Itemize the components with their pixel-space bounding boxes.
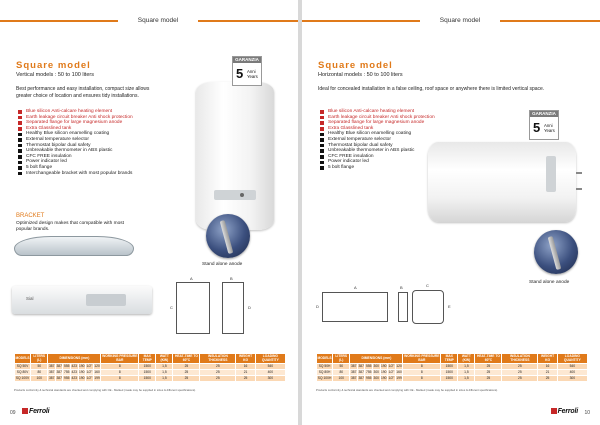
horizontal-heater-image [428,142,576,222]
drawing-side [222,282,244,334]
table-row: SQ 50V 50 387 387 555 423 190 1/2" 120 8 1500 1,5 25 25 16 540 [15,364,286,370]
col-header: MAX TEMP [441,354,458,364]
feature-item: Unbreakable thermometer in ABS plastic [320,148,435,154]
bullet-icon [18,161,22,165]
right-page [302,0,600,425]
section-header [0,16,298,26]
feature-item: Healthy Blue silicon enamelling coating [18,131,133,137]
table-row: SQ 100V 100 387 387 955 423 190 1/2" 199 8 1500 1,5 25 25 25 300 [15,376,286,382]
col-header: INSULATION THICKNESS [200,354,236,364]
bullet-icon [18,133,22,137]
drawing-front [322,292,388,322]
anode-label: Stand alone anode [529,280,570,285]
page-title: Square model [16,60,91,71]
warranty-badge [529,110,559,140]
anode-label: Stand alone anode [202,262,243,267]
table-row: SQ 80H 80 387 387 755 300 190 1/2" 160 8 1500 1,5 25 25 21 400 [317,370,588,376]
intro-text: Best performance and easy installation, compact size allows greater choice of location and ensures tidy installations. [16,86,150,99]
feature-item: Interchangeable bracket with most popular brands [18,171,133,177]
bracket-image [14,236,134,256]
brand-logo: Ferroli [551,408,578,415]
drawing-end [412,290,444,324]
table-header-row [317,354,588,364]
dim-label-b: B [400,285,403,290]
col-header: LOADING QUANTITY [557,354,587,364]
panel-closeup-image [12,286,152,314]
bracket-title: BRACKET [16,213,45,219]
feature-item: External temperature selector [320,137,435,143]
spec-table [316,353,588,382]
col-header: LITERS (L) [333,354,350,364]
panel-brand: Sial [26,296,34,301]
col-header: MODELS [317,354,333,364]
bullet-icon [320,121,324,125]
warranty-years: 5 [236,66,244,81]
drawing-side [398,292,408,322]
left-page [0,0,298,425]
feature-item: Earth leakage circuit breaker Anti shock protection [320,115,435,121]
section-header [302,16,600,26]
bullet-icon [320,110,324,114]
warranty-years: 5 [533,120,541,135]
dim-label-a: A [190,276,193,281]
control-panel [546,156,556,192]
feature-item: CFC FREE insulation [18,154,133,160]
page-footer [302,403,600,425]
col-header: LITERS (L) [31,354,48,364]
table-row: SQ 80V 80 387 387 755 423 190 1/2" 160 8 1500 1,5 25 25 21 400 [15,370,286,376]
control-panel [214,190,256,200]
feature-item: Healthy Blue silicon enamelling coating [320,131,435,137]
anode-image [534,230,578,274]
bracket-text: Optimized design makes that compatible with most popular brands. [16,221,124,232]
col-header: WEIGHT KG [236,354,255,364]
col-header: WATT (KW) [156,354,173,364]
feature-item: Unbreakable thermometer in ABS plastic [18,148,133,154]
spec-table [14,353,286,382]
col-header: INSULATION THICKNESS [502,354,538,364]
feature-item: CFC FREE insulation [320,154,435,160]
feature-item: Thermostat bipolar dual safety [18,143,133,149]
page-number: 09 [10,410,16,416]
warranty-label: GARANZIA [233,57,261,63]
dim-label-d: D [316,304,319,309]
footnote: Products conformity & technical standards are checked and complying with CE - Marked (made may be supplied in sizes & different specifications). [14,388,196,392]
feature-item: 5 bolt flange [18,165,133,171]
dim-label-d: D [248,305,251,310]
dim-label-e: E [448,304,451,309]
bullet-icon [18,127,22,131]
anode-image [206,214,250,258]
bullet-icon [18,166,22,170]
feature-list [18,109,133,176]
feature-item: 5 bolt flange [320,165,435,171]
bullet-icon [18,116,22,120]
warranty-badge [232,56,262,86]
col-header: WORKING PRESSURE BAR [101,354,139,364]
warranty-label: GARANZIA [530,111,558,117]
bullet-icon [320,149,324,153]
col-header: WEIGHT KG [538,354,557,364]
bullet-icon [18,149,22,153]
section-label: Square model [420,16,500,26]
feature-item: Blue silicon Anti-calcare heating element [18,109,133,115]
bullet-icon [320,116,324,120]
col-header: DIMENSIONS (mm) [48,354,101,364]
col-header: WORKING PRESSURE BAR [403,354,441,364]
bullet-icon [320,166,324,170]
warranty-text: Anni Years [247,69,258,79]
page-subtitle: Vertical models : 50 to 100 liters [16,72,94,78]
dim-label-c: C [170,305,173,310]
col-header: HEAT-TIME TO 60°C [173,354,200,364]
intro-text: Ideal for concealed installation in a false ceiling, roof space or anywhere there is limited vertical space. [318,86,545,92]
brand-logo: Ferroli [22,408,49,415]
feature-item: External temperature selector [18,137,133,143]
col-header: WATT (KW) [458,354,475,364]
feature-item: Separated flange for large magnesium anode [18,120,133,126]
bullet-icon [320,155,324,159]
table-row: SQ 100H 100 387 387 955 300 190 1/2" 199 8 1500 1,5 25 25 25 300 [317,376,588,382]
dim-label-a: A [354,285,357,290]
dim-label-b: B [230,276,233,281]
bullet-icon [18,138,22,142]
table-row: SQ 50H 50 387 387 555 300 190 1/2" 120 8 1500 1,5 25 25 16 540 [317,364,588,370]
col-header: LOADING QUANTITY [255,354,285,364]
bullet-icon [320,127,324,131]
bullet-icon [18,121,22,125]
feature-item: Thermostat bipolar dual safety [320,143,435,149]
feature-list [320,109,435,171]
section-label: Square model [118,16,198,26]
col-header: MODELS [15,354,31,364]
page-subtitle: Horizontal models : 50 to 100 liters [318,72,403,78]
feature-item: Blue silicon Anti-calcare heating element [320,109,435,115]
page-number: 10 [584,410,590,416]
vertical-heater-image [196,82,274,230]
col-header: MAX TEMP [139,354,156,364]
bullet-icon [18,144,22,148]
drawing-front [176,282,210,334]
bullet-icon [320,144,324,148]
feature-item: Power indicator led [18,159,133,165]
bullet-icon [320,133,324,137]
page-footer [0,403,298,425]
warranty-text: Anni Years [544,123,555,133]
col-header: HEAT-TIME TO 60°C [475,354,502,364]
page-title: Square model [318,60,393,71]
bullet-icon [18,155,22,159]
bullet-icon [320,138,324,142]
col-header: DIMENSIONS (mm) [350,354,403,364]
dim-label-c: C [426,283,429,288]
feature-item: Extra Glasslined tank [18,126,133,132]
panel-display [86,294,126,306]
footnote: Products conformity & technical standards are checked and complying with CE - Marked (made may be supplied in sizes & different specifications). [316,388,498,392]
feature-item: Extra Glasslined tank [320,126,435,132]
feature-item: Earth leakage circuit breaker Anti shock protection [18,115,133,121]
table-header-row [15,354,286,364]
pipes [576,172,582,190]
feature-item: Power indicator led [320,159,435,165]
bullet-icon [320,161,324,165]
feature-item: Separated flange for large magnesium anode [320,120,435,126]
bullet-icon [18,110,22,114]
bullet-icon [18,172,22,176]
